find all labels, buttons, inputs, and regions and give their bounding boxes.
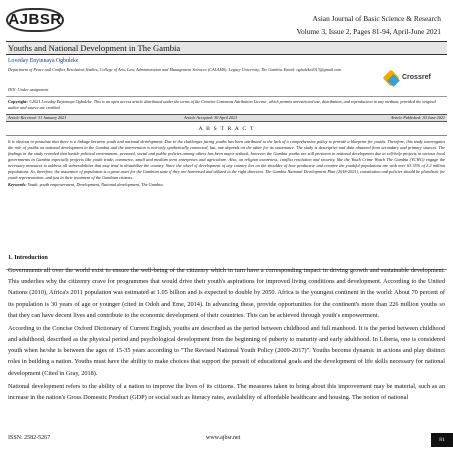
author-affiliation: Department of Peace and Conflict Resolution Studies, College of Arts, Law, Administration and Management Sciences (CALAMS), Legacy University, The Gambia. Email: ogbuleke2013@gmail.com: [8, 67, 342, 72]
body-paragraph: National development refers to the ability of a nation to improve the lives of its citizens. The measures taken to bring about this improvement may be material, such as an increase in the nation's Gross Domestic Product (GDP) or social such as literacy rates, availability of affordable healthcare and housing. The notion of national: [8, 382, 445, 401]
abstract-text: It is obvious to postulate that there is a linkage between youth and national development. Due to the challenges facing youths has been attributed to the lack of a comprehensive policy to provide a blueprint for youths. Therefore, this study interrogates the role of youths on national development in the Gambia and the intervention is not-only synthetically connected, but, one depends on the other for its sustenance. The study is descriptive and data obtained from secondary and primary sources. The findings in the study revealed that hostile political environment, personal, social and public policies among others has been major setback, however, the Gambia youths are still pertinent to national development due to self-help projects in various local governments in Gambia especially projects like youth trade, commerce, small and medium term enterprises and agriculture. Also, on religion awareness, conflict resolution and security, like the Youth Crime Watch The Gambia (YCWG) engage the necessary measures to address all vulnerabilities that may tend to destabilize the country. Since the wheel of development of any country lies on the shoulder of how productive and creative the youthful populations are with over 63.35% of 2.2 million populations. So, therefore, the assurance of population is a great asset for the Gambian state if they are harnessed and utilized in the right direction. The Gambia National Development Plan (2018-2021), constitution and policies should be pluralistic for youth representation, and just in their treatment of the Gambian citizens.: [8, 139, 445, 180]
website-link[interactable]: www.ajbsr.net: [206, 435, 241, 441]
article-title: Youths and National Development in The Gambia: [8, 42, 447, 54]
keywords-text: Youth, youth empowerment, Development, National development, The Gambia.: [27, 181, 164, 187]
page-number: 81: [431, 433, 453, 447]
copyright-label: Copyright:: [8, 99, 28, 104]
doi: DOI: Under assignment: [8, 87, 49, 92]
title-divider: [6, 54, 447, 55]
date-received: Article Received: 31 January 2021: [8, 115, 67, 120]
issn: ISSN: 2582-5267: [8, 435, 51, 441]
abstract-box: [6, 135, 447, 270]
copyright-divider: [6, 96, 447, 97]
article-body: [8, 265, 445, 405]
logo-text: AJBSR: [8, 11, 62, 28]
body-paragraph: According to the Concise Oxford Dictionary of Current English, youths are described as the period between childhood and full manhood. It is the period between childhood and adulthood, described as the physical period and psychological development from the beginning of puberty to maturity and early adulthood. In Liberia, one is considered youth when he/she is between the ages of 15-35 years according to "The Revised National Youth Policy (2009-2017)". Youths become dynamic in actions and play distinct roles in building a nation. Youths must have the ability to make choices that support the pursuit of educational goals and the development of life skills necessary for national development (Cited in Gray, 2018).: [8, 324, 445, 377]
crossref-badge[interactable]: Crossref: [385, 70, 435, 92]
keywords-label: Keywords:: [8, 181, 27, 187]
section-heading: 1. Introduction: [8, 254, 48, 261]
author-name[interactable]: Loveday Enyinnaya Ogbuleke: [8, 58, 79, 64]
copyright-text: ©2021 Loveday Enyinnaya Ogbuleke. This is an open access article distributed under the terms of the Creative Commons Attribution License, which permits unrestricted use, distribution, and reproduction in any medium, provided the original author and source are credited.: [8, 99, 436, 110]
keywords: [8, 182, 445, 188]
copyright-notice: [8, 99, 445, 110]
journal-logo: [6, 8, 64, 38]
date-published: Article Published: 30 June 2021: [390, 115, 445, 120]
date-accepted: Article Accepted: 30 April 2021: [184, 115, 238, 120]
article-dates: [6, 114, 447, 122]
abstract-heading: A B S T R A C T: [198, 126, 255, 132]
body-paragraph: Governments all over the world exist to ensure the well-being of the citizenry which in turn have a corresponding impact in driving growth and sustainable development. This underlies why the citizenry crave for programmes that would drive their youth's aspirations for improved living conditions and development. According to the United Nations (2010), Africa's 2011 population was estimated at 1.05 billion and is expected to double by 2050. Africa is the youngest continent in the world: About 70 percent of its population is 30 years of age or younger (cited in Odoh and Eme, 2014). In advancing these, provide opportunities for the continent's more than 226 million youths so that they can have decent lives and contribute to the economic development of their countries. This can be achieved through youth's empowerment.: [8, 267, 445, 319]
page-footer: [0, 433, 453, 445]
volume-info: Volume 3, Issue 2, Pages 81-94, April-June 2021: [296, 27, 441, 36]
journal-name: Asian Journal of Basic Science & Research: [312, 14, 441, 23]
